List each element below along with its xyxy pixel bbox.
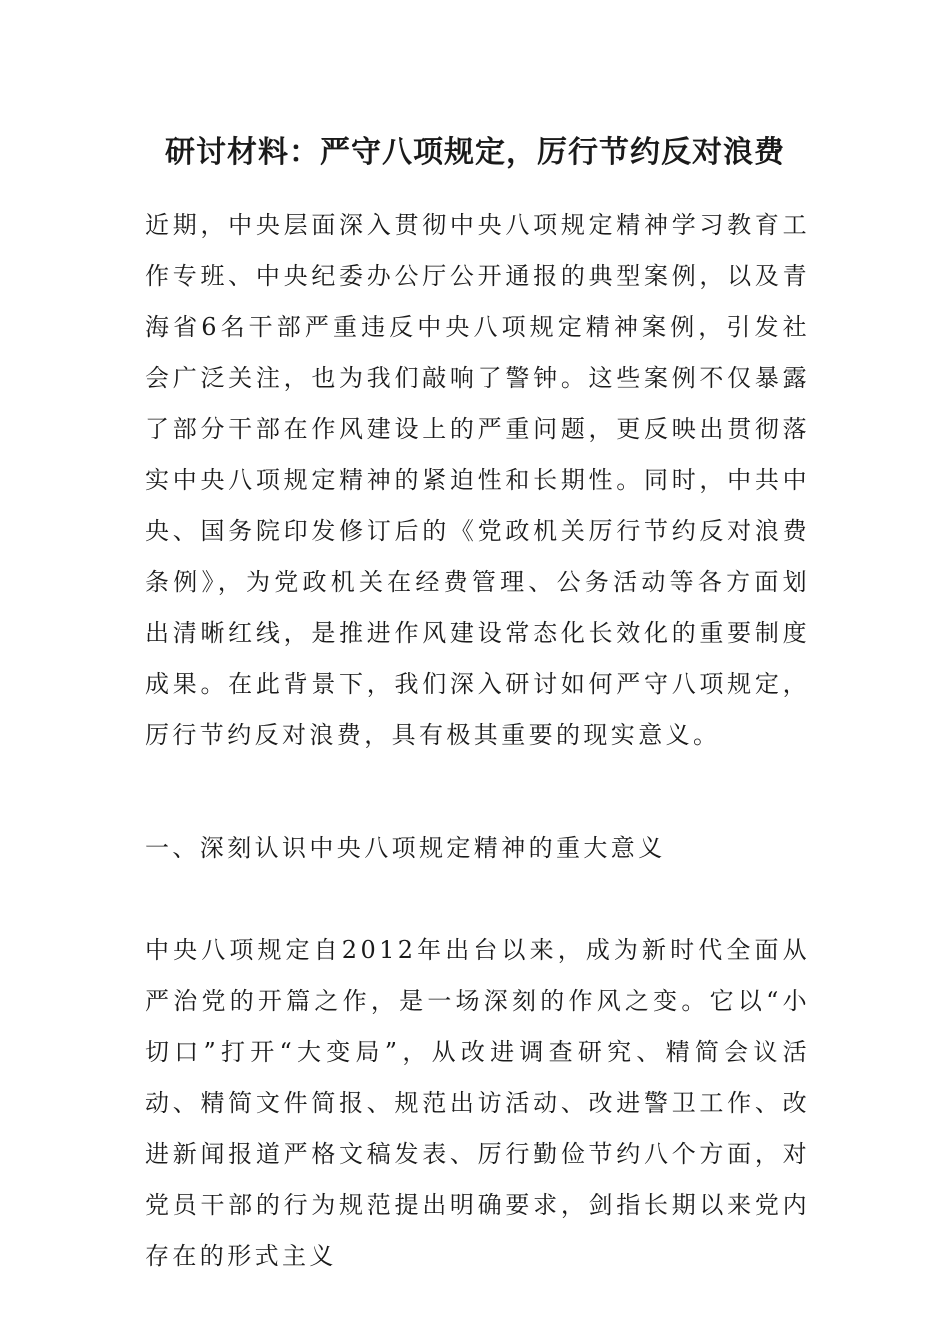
intro-paragraph: 近期，中央层面深入贯彻中央八项规定精神学习教育工作专班、中央纪委办公厅公开通报的典型案例，以及青海省6名干部严重违反中央八项规定精神案例，引发社会广泛关注，也为我们敲响了警钟。这些案例不仅暴露了部分干部在作风建设上的严重问题，更反映出贯彻落实中央八项规定精神的紧迫性和长期性。同时，中共中央、国务院印发修订后的《党政机关厉行节约反对浪费条例》，为党政机关在经费管理、公务活动等各方面划出清晰红线，是推进作风建设常态化长效化的重要制度成果。在此背景下，我们深入研讨如何严守八项规定，厉行节约反对浪费，具有极其重要的现实意义。: [145, 211, 810, 749]
document-title: 研讨材料：严守八项规定，厉行节约反对浪费: [165, 135, 785, 170]
section-heading: 一、深刻认识中央八项规定精神的重大意义: [145, 834, 666, 862]
section-paragraph: 中央八项规定自2012年出台以来，成为新时代全面从严治党的开篇之作，是一场深刻的作风之变。它以“小切口”打开“大变局”，从改进调查研究、精简会议活动、精简文件简报、规范出访活动、改进警卫工作、改进新闻报道严格文稿发表、厉行勤俭节约八个方面，对党员干部的行为规范提出明确要求，剑指长期以来党内存在的形式主义: [145, 936, 810, 1270]
